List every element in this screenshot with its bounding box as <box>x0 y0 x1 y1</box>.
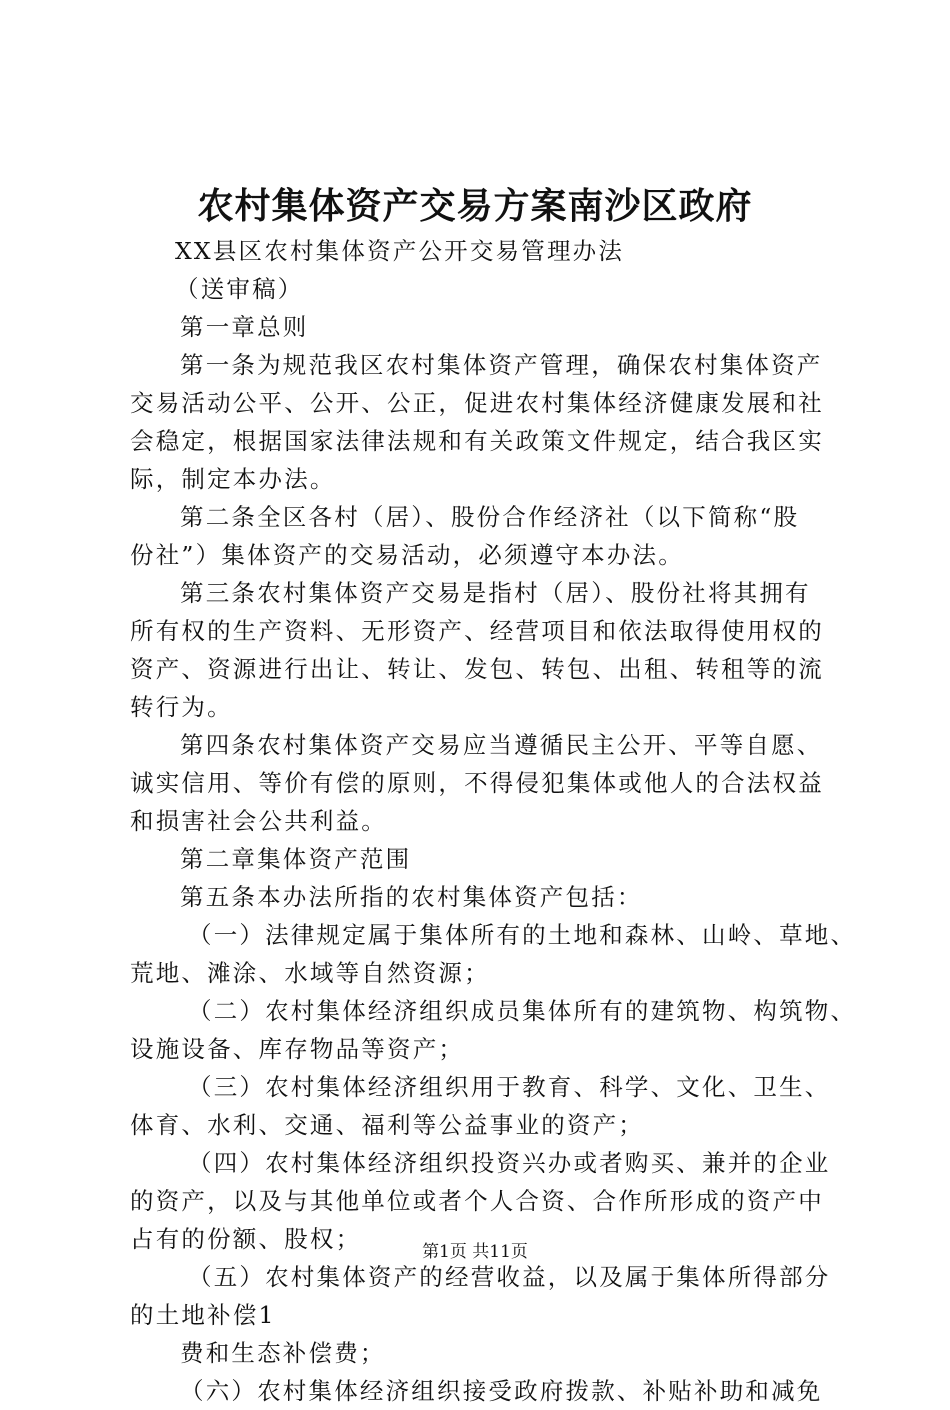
text-line: 的土地补偿1 <box>130 1301 276 1329</box>
text-line: 所有权的生产资料、无形资产、经营项目和依法取得使用权的 <box>130 617 824 645</box>
text-line: 的资产，以及与其他单位或者个人合资、合作所形成的资产中 <box>130 1187 824 1215</box>
text-line: 设施设备、库存物品等资产； <box>130 1035 465 1063</box>
text-line: （三）农村集体经济组织用于教育、科学、文化、卫生、 <box>188 1073 831 1101</box>
document-body <box>130 232 857 1410</box>
text-line: 第一章总则 <box>180 313 309 341</box>
text-line: （一）法律规定属于集体所有的土地和森林、山岭、草地、 <box>188 921 857 949</box>
text-line: 占有的份额、股权； <box>130 1225 362 1253</box>
text-line: 体育、水利、交通、福利等公益事业的资产； <box>130 1111 644 1139</box>
text-line: 第二条全区各村（居）、股份合作经济社（以下简称“股 <box>180 503 800 531</box>
text-line: （二）农村集体经济组织成员集体所有的建筑物、构筑物、 <box>188 997 857 1025</box>
text-line: 第二章集体资产范围 <box>180 845 412 873</box>
text-line: 荒地、滩涂、水域等自然资源； <box>130 959 490 987</box>
text-line: 第四条农村集体资产交易应当遵循民主公开、平等自愿、 <box>180 731 823 759</box>
page-number-footer: 第1页 共11页 <box>422 1242 528 1262</box>
text-line: 际，制定本办法。 <box>130 465 336 493</box>
text-line: 资产、资源进行出让、转让、发包、转包、出租、转租等的流 <box>130 655 824 683</box>
text-line: XX县区农村集体资产公开交易管理办法 <box>175 237 625 265</box>
text-line: 第三条农村集体资产交易是指村（居）、股份社将其拥有 <box>180 579 811 607</box>
text-line: 份社”）集体资产的交易活动，必须遵守本办法。 <box>130 541 684 569</box>
text-line: （送审稿） <box>175 275 304 303</box>
text-line: 会稳定，根据国家法律法规和有关政策文件规定，结合我区实 <box>130 427 824 455</box>
text-line: （五）农村集体资产的经营收益，以及属于集体所得部分 <box>188 1263 831 1291</box>
text-line: （六）农村集体经济组织接受政府拨款、补贴补助和减免 <box>180 1377 823 1405</box>
text-line: 交易活动公平、公开、公正，促进农村集体经济健康发展和社 <box>130 389 824 417</box>
text-line: 诚实信用、等价有偿的原则，不得侵犯集体或他人的合法权益 <box>130 769 824 797</box>
text-line: 费和生态补偿费； <box>180 1339 386 1367</box>
document-title: 农村集体资产交易方案南沙区政府 <box>197 185 753 227</box>
text-line: 转行为。 <box>130 693 233 721</box>
text-line: 第一条为规范我区农村集体资产管理，确保农村集体资产 <box>180 351 823 379</box>
text-line: （四）农村集体经济组织投资兴办或者购买、兼并的企业 <box>188 1149 831 1177</box>
text-line: 第五条本办法所指的农村集体资产包括： <box>180 883 643 911</box>
text-line: 和损害社会公共利益。 <box>130 807 387 835</box>
